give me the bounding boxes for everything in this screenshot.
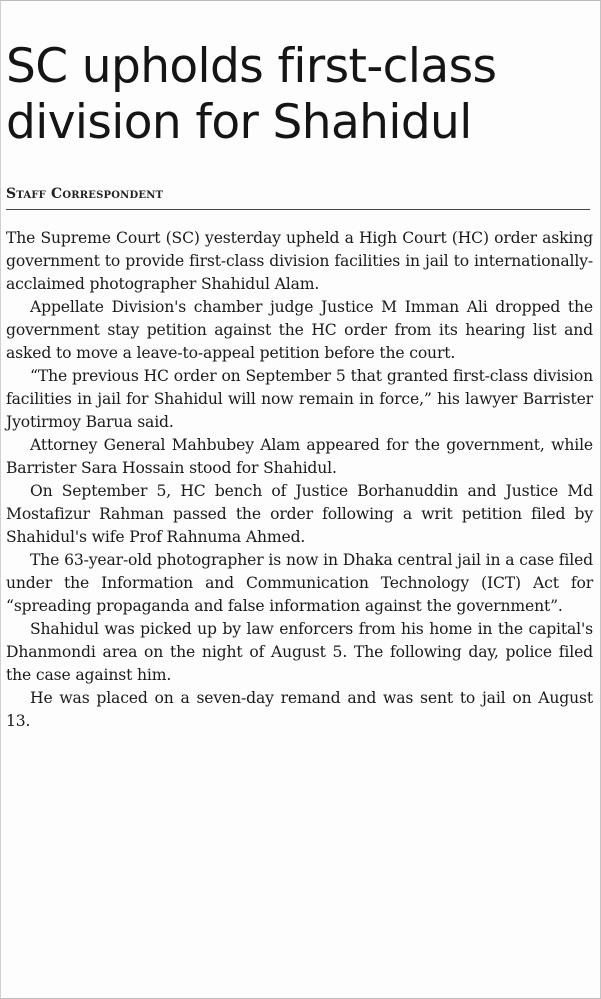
paragraph: He was placed on a seven-day remand and was sent to jail on August 13. [6, 689, 593, 730]
byline: Staff Correspondent [6, 186, 164, 202]
paragraph: On September 5, HC bench of Justice Borhanuddin and Justice Md Mostafizur Rahman passed the order following a writ petition filed by Shahidul's wife Prof Rahnuma Ahmed. [6, 482, 593, 546]
headline: SC upholds first-class division for Shahidul [6, 39, 497, 150]
article-body [6, 227, 593, 733]
paragraph: Appellate Division's chamber judge Justice M Imman Ali dropped the government stay petition against the HC order from its hearing list and asked to move a leave-to-appeal petition before the court. [6, 298, 593, 362]
paragraph: Shahidul was picked up by law enforcers from his home in the capital's Dhanmondi area on the night of August 5. The following day, police filed the case against him. [6, 620, 593, 684]
paragraph: The 63-year-old photographer is now in Dhaka central jail in a case filed under the Information and Communication Technology (ICT) Act for “spreading propaganda and false information against the government”. [6, 551, 593, 615]
paragraph: Attorney General Mahbubey Alam appeared for the government, while Barrister Sara Hossain stood for Shahidul. [6, 436, 593, 477]
byline-divider [6, 209, 590, 210]
paragraph: “The previous HC order on September 5 that granted first-class division facilities in jail for Shahidul will now remain in force,” his lawyer Barrister Jyotirmoy Barua said. [6, 367, 593, 431]
paragraph: The Supreme Court (SC) yesterday upheld a High Court (HC) order asking government to provide first-class division facilities in jail to internationally-acclaimed photographer Shahidul Alam. [6, 229, 593, 293]
